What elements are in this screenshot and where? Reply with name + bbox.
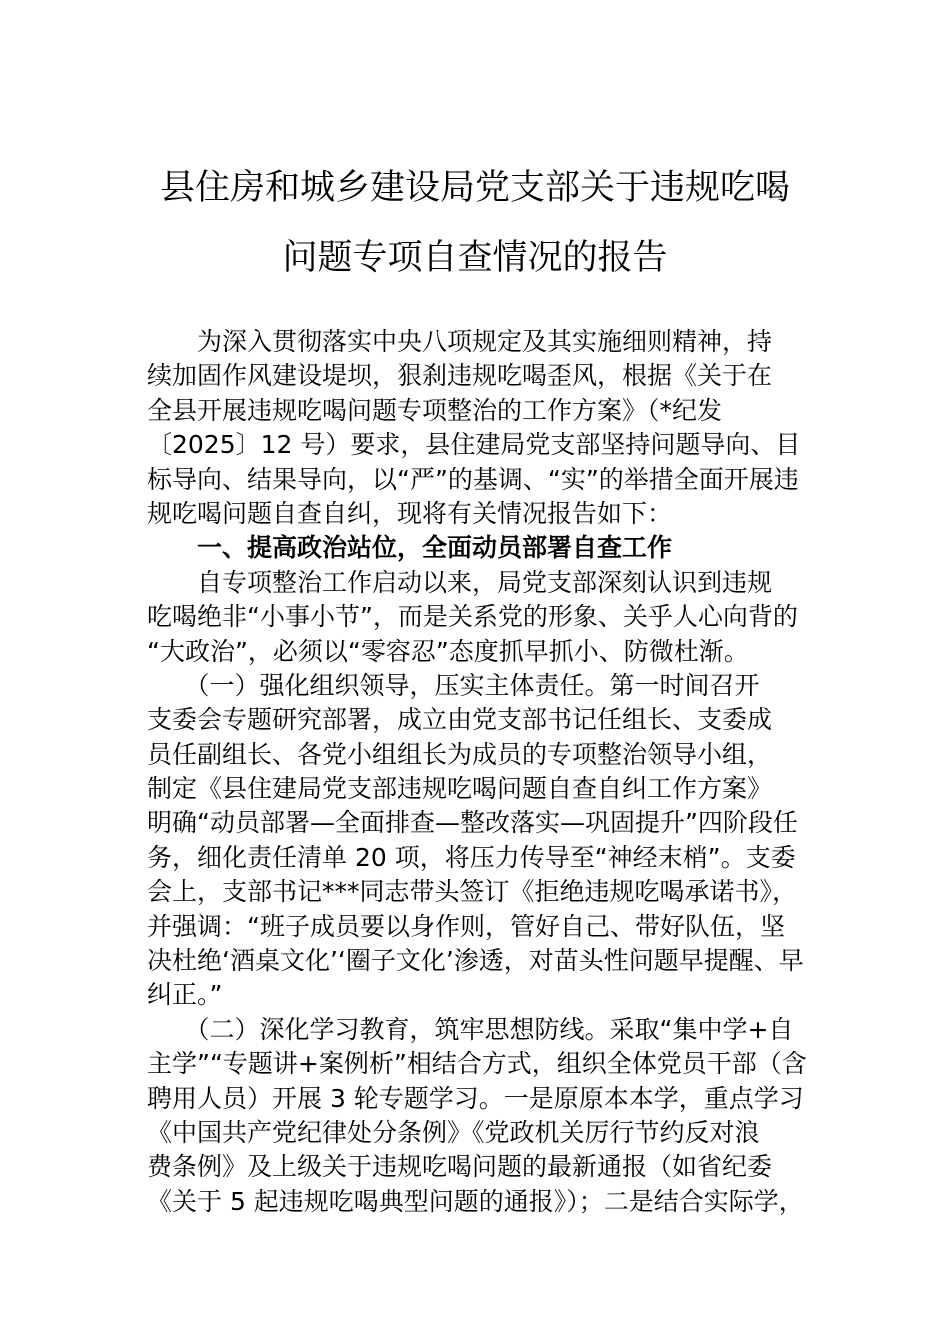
paragraph-line: 续加固作风建设堤坝，狠刹违规吃喝歪风，根据《关于在 (147, 361, 773, 391)
report-title-line-1: 县住房和城乡建设局党支部关于违规吃喝 (159, 168, 790, 208)
paragraph-line: 自专项整治工作启动以来，局党支部深刻认识到违规 (147, 567, 773, 597)
paragraph-line: 〔2025〕12 号）要求，县住建局党支部坚持问题导向、目 (147, 430, 801, 460)
paragraph-line: 明确“动员部署—全面排查—整改落实—巩固提升”四阶段任 (147, 808, 798, 838)
paragraph-line: 决杜绝‘酒桌文化’‘圈子文化’渗透，对苗头性问题早提醒、早 (147, 946, 804, 976)
paragraph-line: 《中国共产党纪律处分条例》《党政机关厉行节约反对浪 (147, 1117, 760, 1147)
paragraph-line: 费条例》及上级关于违规吃喝问题的最新通报（如省纪委 (147, 1152, 773, 1182)
paragraph-line: 员任副组长、各党小组组长为成员的专项整治领导小组， (147, 739, 773, 769)
paragraph-line: 并强调：“班子成员要以身作则，管好自己、带好队伍，坚 (147, 911, 785, 941)
report-body (147, 325, 822, 1219)
paragraph-line: 主学”“专题讲+案例析”相结合方式，组织全体党员干部（含 (147, 1049, 807, 1079)
paragraph-line: 《关于 5 起违规吃喝典型问题的通报》）；二是结合实际学， (147, 1186, 804, 1216)
paragraph-line: 纠正。” (147, 980, 223, 1010)
paragraph-line: （一）强化组织领导，压实主体责任。第一时间召开 (147, 670, 760, 700)
paragraph-line: 会上，支部书记***同志带头签订《拒绝违规吃喝承诺书》， (147, 877, 798, 907)
section-heading: 一、提高政治站位，全面动员部署自查工作 (147, 533, 673, 563)
paragraph-line: 吃喝绝非“小事小节”，而是关系党的形象、关乎人心向背的 (147, 602, 798, 632)
paragraph-line: 聘用人员）开展 3 轮专题学习。一是原原本本学，重点学习 (147, 1083, 804, 1113)
paragraph-line: 支委会专题研究部署，成立由党支部书记任组长、支委成 (147, 705, 773, 735)
report-title-line-2: 问题专项自查情况的报告 (282, 238, 668, 278)
paragraph-line: 全县开展违规吃喝问题专项整治的工作方案》（*纪发 (147, 395, 723, 425)
paragraph-line: （二）深化学习教育，筑牢思想防线。采取“集中学+自 (147, 1014, 794, 1044)
paragraph-line: 务，细化责任清单 20 项，将压力传导至“神经末梢”。支委 (147, 842, 796, 872)
paragraph-line: 制定《县住建局党支部违规吃喝问题自查自纠工作方案》 (147, 774, 773, 804)
paragraph-line: “大政治”，必须以“零容忍”态度抓早抓小、防微杜渐。 (147, 636, 749, 666)
paragraph-line: 规吃喝问题自查自纠，现将有关情况报告如下： (147, 498, 673, 528)
paragraph-line: 标导向、结果导向，以“严”的基调、“实”的举措全面开展违 (147, 464, 799, 494)
paragraph-line: 为深入贯彻落实中央八项规定及其实施细则精神，持 (147, 327, 773, 356)
